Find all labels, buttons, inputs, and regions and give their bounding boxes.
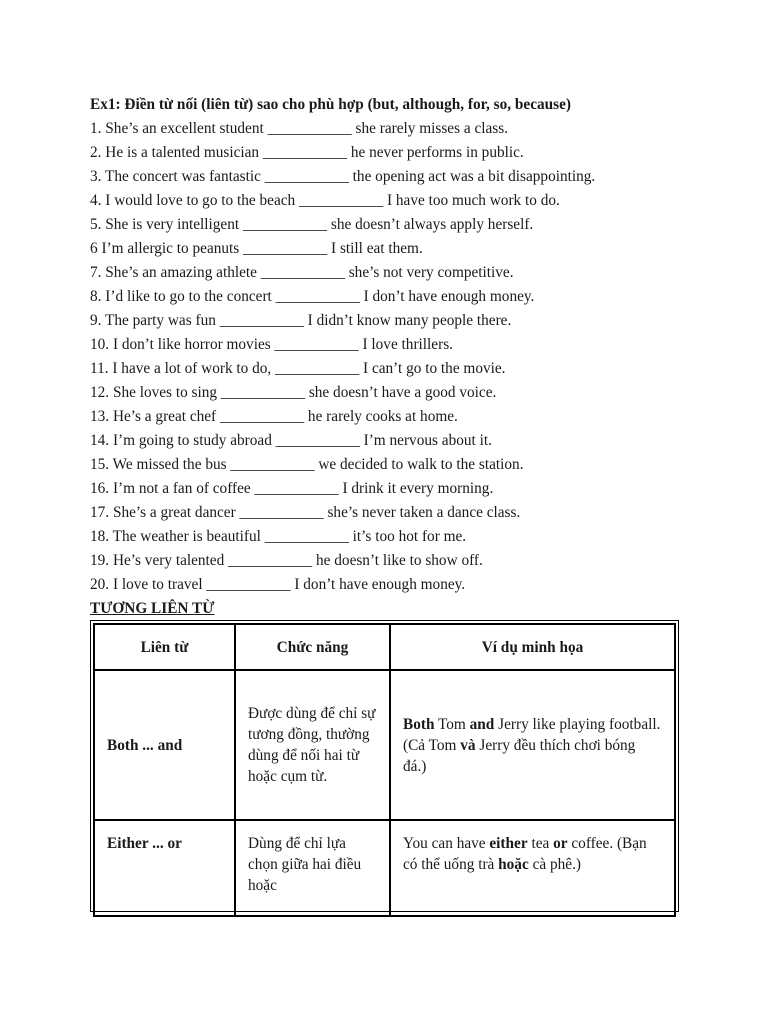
exercise-list [90, 117, 690, 597]
example-cell [390, 670, 675, 820]
exercise-item: 3. The concert was fantastic ___________ the opening act was a bit disappointing. [90, 168, 596, 185]
conjunction-table [90, 620, 679, 912]
exercise-item: 16. I’m not a fan of coffee ___________ I drink it every morning. [90, 480, 494, 497]
example-keyword: hoặc [498, 856, 529, 873]
exercise-item: 4. I would love to go to the beach ___________ I have too much work to do. [90, 192, 560, 209]
column-header-example: Ví dụ minh họa [390, 624, 675, 670]
example-keyword: Both [403, 715, 435, 733]
example-cell [390, 820, 675, 916]
example-text: You can have [403, 835, 490, 852]
exercise-item: 8. I’d like to go to the concert ___________ I don’t have enough money. [90, 288, 535, 305]
example-text: cà phê.) [528, 856, 581, 873]
exercise-item: 20. I love to travel ___________ I don’t have enough money. [90, 576, 466, 593]
exercise-item: 2. He is a talented musician ___________ he never performs in public. [90, 144, 524, 161]
exercise-item: 13. He’s a great chef ___________ he rarely cooks at home. [90, 408, 458, 425]
column-header-conjunction: Liên từ [94, 624, 235, 670]
document-page [90, 93, 690, 621]
table-row [94, 670, 675, 820]
conjunction-cell: Either ... or [94, 820, 235, 916]
example-keyword: and [469, 715, 495, 733]
example-keyword: either [489, 835, 528, 852]
exercise-item: 19. He’s very talented ___________ he doesn’t like to show off. [90, 552, 483, 569]
conjunction-cell: Both ... and [94, 670, 235, 820]
example-text: Jerry đều thích chơi bóng đá.) [403, 736, 636, 775]
exercise-item: 5. She is very intelligent ___________ she doesn’t always apply herself. [90, 216, 534, 233]
table-row [94, 820, 675, 916]
example-text: tea [527, 835, 554, 852]
section-title: TƯƠNG LIÊN TỪ [90, 600, 215, 617]
example-text: coffee. (Bạn có thể uống trà [403, 835, 647, 873]
exercise-item: 17. She’s a great dancer ___________ she’s never taken a dance class. [90, 504, 521, 521]
exercise-item: 7. She’s an amazing athlete ___________ she’s not very competitive. [90, 264, 514, 281]
exercise-item: 1. She’s an excellent student ___________ she rarely misses a class. [90, 120, 509, 137]
exercise-item: 18. The weather is beautiful ___________ it’s too hot for me. [90, 528, 467, 545]
exercise-item: 14. I’m going to study abroad ___________ I’m nervous about it. [90, 432, 492, 449]
example-text: Jerry like playing football. (Cả Tom [403, 715, 661, 754]
exercise-item: 9. The party was fun ___________ I didn’t know many people there. [90, 312, 512, 329]
exercise-heading: Ex1: Điền từ nối (liên từ) sao cho phù hợp (but, although, for, so, because) [90, 96, 571, 113]
exercise-item: 6 I’m allergic to peanuts ___________ I still eat them. [90, 240, 423, 257]
table-header-row [94, 624, 675, 670]
exercise-item: 11. I have a lot of work to do, ___________ I can’t go to the movie. [90, 360, 506, 377]
exercise-item: 10. I don’t like horror movies ___________ I love thrillers. [90, 336, 453, 353]
column-header-function: Chức năng [235, 624, 390, 670]
example-keyword: và [460, 736, 476, 754]
exercise-item: 12. She loves to sing ___________ she doesn’t have a good voice. [90, 384, 497, 401]
example-text: Tom [434, 715, 470, 733]
function-cell: Được dùng để chỉ sự tương đồng, thường dùng để nối hai từ hoặc cụm từ. [235, 670, 390, 820]
function-cell: Dùng để chỉ lựa chọn giữa hai điều hoặc [235, 820, 390, 916]
example-keyword: or [553, 835, 568, 852]
exercise-item: 15. We missed the bus ___________ we decided to walk to the station. [90, 456, 524, 473]
